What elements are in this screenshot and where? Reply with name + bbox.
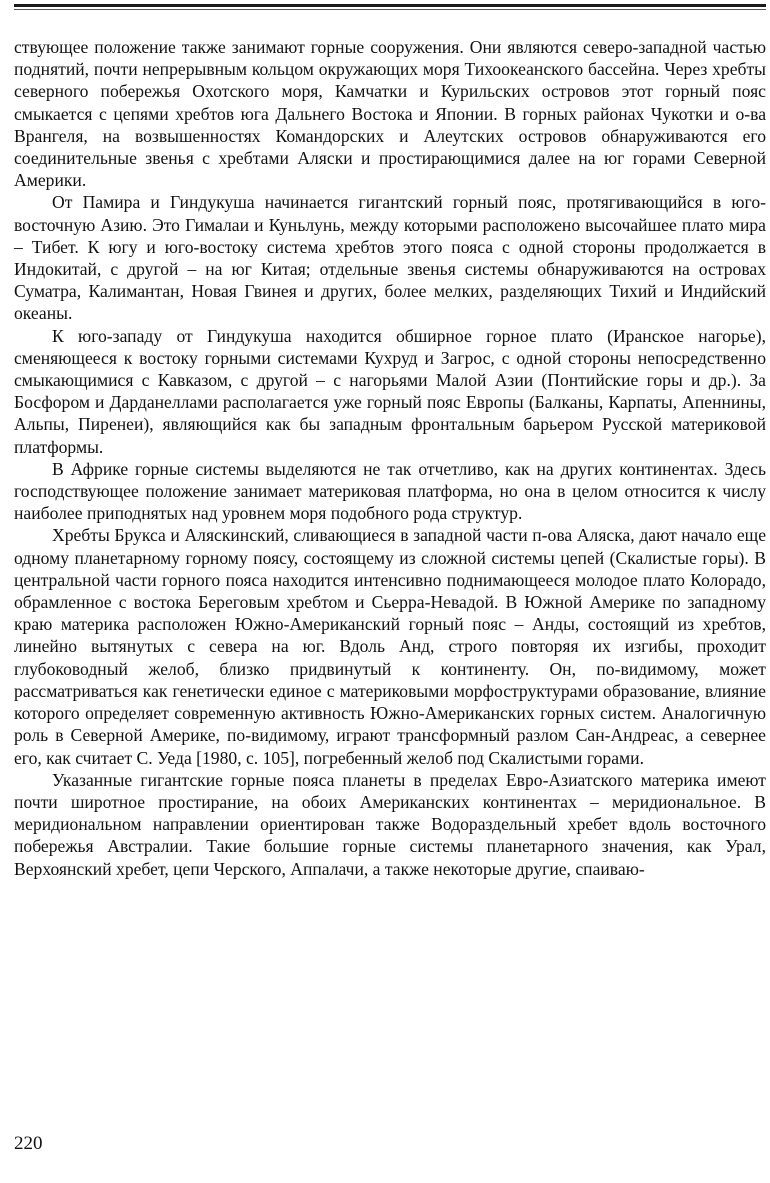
paragraph-pamir: От Памира и Гиндукуша начинается гигантский горный пояс, протягивающийся в юго-восточную Азию. Это Гималаи и Куньлунь, между которыми расположено высочайшее плато мира – Тибет. К югу и юго-востоку система хребтов этого пояса с одной стороны продолжается в Индокитай, с другой – на юг Китая; отдельные звенья системы обнаруживаются на островах Суматра, Калимантан, Новая Гвинея и других, более мелких, разделяющих Тихий и Индийский океаны.: [14, 192, 766, 324]
page-number: 220: [14, 1133, 43, 1154]
body-text: [14, 36, 766, 880]
paragraph-africa: В Африке горные системы выделяются не так отчетливо, как на других континентах. Здесь господствующее положение занимает материковая платформа, но она в целом относится к числу наиболее приподнятых над уровнем моря подобного рода структур.: [14, 458, 766, 524]
paragraph-belts: Указанные гигантские горные пояса планеты в пределах Евро-Азиатского материка имеют почти широтное простирание, на обоих Американских континентах – меридиональное. В меридиональном направлении ориентирован также Водораздельный хребет вдоль восточного побережья Австралии. Такие большие горные системы планетарного значения, как Урал, Верхоянский хребет, цепи Черского, Аппалачи, а также некоторые другие, спаиваю-: [14, 769, 766, 879]
paragraph-hindukush: К юго-западу от Гиндукуша находится обширное горное плато (Иранское нагорье), сменяющееся к востоку горными системами Кухруд и Загрос, с одной стороны непосредственно смыкающимися с Кавказом, с другой – с нагорьями Малой Азии (Понтийские горы и др.). За Босфором и Дарданеллами располагается уже горный пояс Европы (Балканы, Карпаты, Апеннины, Альпы, Пиренеи), являющийся как бы западным фронтальным барьером Русской материковой платформы.: [14, 325, 766, 457]
header-rule: [14, 4, 766, 7]
header-rule-thin: [14, 9, 766, 10]
paragraph-continued: ствующее положение также занимают горные сооружения. Они являются северо-западной частью поднятий, почти непрерывным кольцом окружающих моря Тихоокеанского бассейна. Через хребты северного побережья Охотского моря, Камчатки и Курильских островов этот горный пояс смыкается с цепями хребтов юга Дальнего Востока и Японии. В горных районах Чукотки и о-ва Врангеля, на возвышенностях Командорских и Алеутских островов обнаруживаются его соединительные звенья с хребтами Аляски и простирающимися далее на юг горами Северной Америки.: [14, 37, 766, 191]
paragraph-america: Хребты Брукса и Аляскинский, сливающиеся в западной части п-ова Аляска, дают начало еще одному планетарному горному поясу, состоящему из сложной системы цепей (Скалистые горы). В центральной части горного пояса находится интенсивно поднимающееся молодое плато Колорадо, обрамленное с востока Береговым хребтом и Сьерра-Невадой. В Южной Америке по западному краю материка расположен Южно-Американский горный пояс – Анды, состоящий из хребтов, линейно вытянутых с севера на юг. Вдоль Анд, строго повторяя их изгибы, проходит глубоководный желоб, близко придвинутый к континенту. Он, по-видимому, может рассматриваться как генетически единое с материковыми морфоструктурами образование, влияние которого определяет современную активность Южно-Американских горных систем. Аналогичную роль в Северной Америке, по-видимому, играют трансформный разлом Сан-Андреас, а севернее его, как считает С. Уеда [1980, с. 105], погребенный желоб под Скалистыми горами.: [14, 525, 766, 768]
